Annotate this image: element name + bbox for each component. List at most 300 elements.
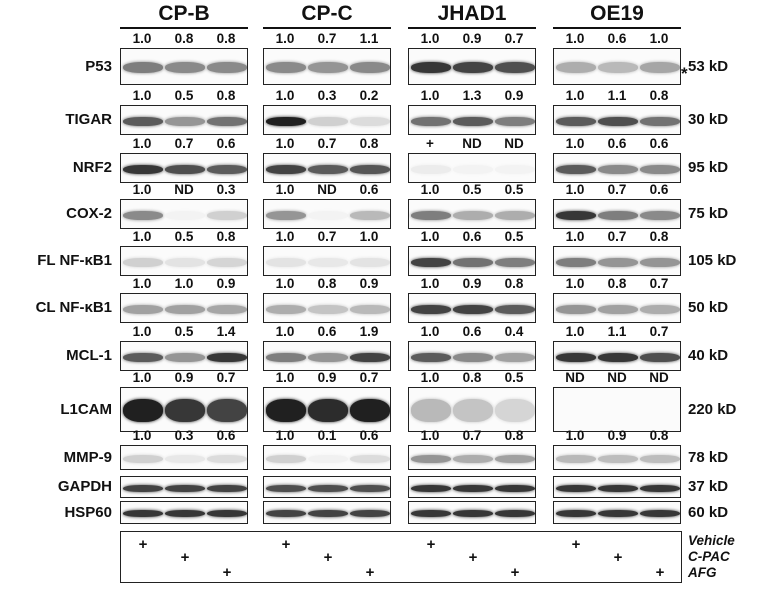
quantification-value: 1.0 — [359, 229, 379, 244]
cell-line-header: JHAD1 — [437, 2, 507, 25]
blot-panel — [408, 246, 536, 276]
molecular-weight-label: 50 kD — [688, 299, 729, 316]
quantification-value: 0.7 — [649, 276, 669, 291]
blot-panel — [408, 293, 536, 323]
protein-band — [350, 62, 390, 73]
quantification-value: 1.1 — [607, 324, 627, 339]
protein-band — [308, 485, 348, 492]
protein-band — [556, 117, 596, 126]
protein-band — [556, 455, 596, 463]
protein-band — [640, 455, 680, 463]
protein-band — [556, 353, 596, 362]
protein-band — [350, 510, 390, 517]
molecular-weight-label: 40 kD — [688, 347, 729, 364]
protein-label: NRF2 — [72, 159, 112, 176]
quantification-value: 1.0 — [275, 136, 295, 151]
blot-panel — [553, 199, 681, 229]
protein-band — [350, 117, 390, 126]
molecular-weight-label: 53 kD — [688, 57, 729, 75]
blot-panel — [553, 341, 681, 371]
quantification-value: 1.0 — [275, 324, 295, 339]
protein-band — [411, 258, 451, 267]
protein-band — [207, 455, 247, 463]
quantification-value: 0.6 — [359, 428, 379, 443]
quantification-value: 0.8 — [216, 88, 236, 103]
quantification-value: 0.9 — [216, 276, 236, 291]
protein-band — [308, 165, 348, 174]
blot-panel — [120, 341, 248, 371]
quantification-value: 1.0 — [565, 428, 585, 443]
protein-band — [598, 258, 638, 267]
blot-panel — [120, 387, 248, 432]
protein-band — [123, 117, 163, 126]
protein-band — [453, 211, 493, 220]
protein-band — [308, 353, 348, 362]
quantification-value: 1.0 — [420, 182, 440, 197]
protein-band — [123, 399, 163, 422]
protein-band — [266, 399, 306, 422]
quantification-value: 1.0 — [132, 88, 152, 103]
quantification-value: 1.0 — [420, 370, 440, 385]
protein-band — [495, 399, 535, 422]
quantification-value: 1.0 — [132, 31, 152, 46]
blot-panel — [553, 501, 681, 524]
treatment-label: C-PAC — [688, 549, 730, 564]
blot-panel — [553, 48, 681, 85]
protein-band — [123, 258, 163, 267]
quantification-value: 0.5 — [174, 229, 194, 244]
quantification-value: 0.5 — [462, 182, 482, 197]
protein-label: GAPDH — [57, 478, 112, 495]
treatment-plus: + — [468, 549, 478, 566]
blot-panel — [408, 48, 536, 85]
protein-label: P53 — [85, 57, 112, 75]
quantification-value: 1.4 — [216, 324, 236, 339]
treatment-plus: + — [510, 564, 520, 581]
quantification-value: 1.0 — [132, 324, 152, 339]
protein-band — [266, 305, 306, 314]
blot-panel — [120, 153, 248, 183]
protein-band — [266, 117, 306, 126]
blot-panel — [263, 445, 391, 470]
quantification-value: 0.7 — [359, 370, 379, 385]
quantification-value: 0.8 — [607, 276, 627, 291]
quantification-value: 0.7 — [504, 31, 524, 46]
protein-band — [495, 353, 535, 362]
quantification-value: 1.0 — [275, 229, 295, 244]
quantification-value: 0.6 — [649, 182, 669, 197]
treatment-plus: + — [365, 564, 375, 581]
quantification-value: 1.0 — [275, 370, 295, 385]
blot-panel — [120, 246, 248, 276]
quantification-value: 0.8 — [317, 276, 337, 291]
protein-band — [165, 305, 205, 314]
protein-band — [165, 455, 205, 463]
blot-panel — [553, 476, 681, 498]
blot-panel — [553, 153, 681, 183]
quantification-value: 0.8 — [174, 31, 194, 46]
protein-band — [411, 211, 451, 220]
blot-panel — [408, 199, 536, 229]
blot-panel — [263, 341, 391, 371]
quantification-value: 0.8 — [649, 88, 669, 103]
quantification-value: 0.1 — [317, 428, 337, 443]
quantification-value: 0.3 — [216, 182, 236, 197]
molecular-weight-label: 220 kD — [688, 400, 737, 418]
quantification-value: 1.0 — [420, 31, 440, 46]
protein-band — [598, 117, 638, 126]
blot-panel — [263, 246, 391, 276]
treatment-label: Vehicle — [688, 533, 735, 548]
quantification-value: 1.0 — [565, 182, 585, 197]
treatment-plus: + — [281, 536, 291, 553]
quantification-value: 1.0 — [565, 229, 585, 244]
protein-band — [411, 117, 451, 126]
protein-band — [640, 62, 680, 73]
quantification-value: 1.0 — [132, 370, 152, 385]
quantification-value: 1.0 — [565, 136, 585, 151]
treatment-plus: + — [571, 536, 581, 553]
protein-band — [123, 510, 163, 517]
protein-band — [556, 165, 596, 174]
quantification-value: 1.0 — [649, 31, 669, 46]
treatment-plus: + — [138, 536, 148, 553]
protein-band — [598, 305, 638, 314]
quantification-value: 0.4 — [504, 324, 524, 339]
protein-band — [598, 165, 638, 174]
protein-band — [266, 510, 306, 517]
protein-band — [598, 211, 638, 220]
protein-label: TIGAR — [65, 111, 112, 128]
quantification-value: 1.0 — [420, 88, 440, 103]
protein-band — [350, 485, 390, 492]
protein-band — [350, 305, 390, 314]
protein-band — [453, 399, 493, 422]
blot-panel — [120, 445, 248, 470]
protein-band — [640, 485, 680, 492]
protein-band — [495, 455, 535, 463]
blot-panel — [120, 476, 248, 498]
protein-band — [411, 399, 451, 422]
protein-band — [266, 353, 306, 362]
protein-band — [598, 510, 638, 517]
protein-band — [207, 399, 247, 422]
quantification-value: ND — [462, 136, 482, 151]
protein-band — [308, 510, 348, 517]
cell-line-underline — [553, 27, 681, 29]
quantification-value: 0.5 — [504, 182, 524, 197]
quantification-value: 1.0 — [420, 428, 440, 443]
quantification-value: 1.0 — [132, 136, 152, 151]
quantification-value: 0.7 — [174, 136, 194, 151]
protein-band — [123, 455, 163, 463]
quantification-value: 1.0 — [275, 31, 295, 46]
protein-band — [640, 165, 680, 174]
protein-band — [598, 62, 638, 73]
quantification-value: 1.0 — [565, 276, 585, 291]
protein-band — [165, 211, 205, 220]
quantification-value: 0.8 — [359, 136, 379, 151]
protein-band — [123, 305, 163, 314]
quantification-value: ND — [504, 136, 524, 151]
treatment-plus: + — [426, 536, 436, 553]
molecular-weight-label: 95 kD — [688, 159, 729, 176]
quantification-value: 0.6 — [359, 182, 379, 197]
treatment-plus: + — [222, 564, 232, 581]
protein-band — [556, 258, 596, 267]
molecular-weight-label: 37 kD — [688, 478, 729, 495]
protein-band — [598, 353, 638, 362]
blot-panel — [553, 387, 681, 432]
blot-panel — [120, 105, 248, 135]
cell-line-underline — [263, 27, 391, 29]
cell-line-header: CP-B — [158, 2, 210, 25]
protein-band — [495, 510, 535, 517]
quantification-value: 1.0 — [275, 88, 295, 103]
protein-band — [453, 165, 493, 174]
protein-band — [165, 510, 205, 517]
protein-band — [556, 211, 596, 220]
protein-band — [266, 485, 306, 492]
quantification-value: 0.9 — [607, 428, 627, 443]
protein-band — [207, 211, 247, 220]
protein-band — [453, 455, 493, 463]
protein-band — [123, 62, 163, 73]
protein-band — [453, 117, 493, 126]
quantification-value: 0.6 — [607, 136, 627, 151]
protein-band — [266, 165, 306, 174]
protein-label: CL NF-κB1 — [35, 299, 112, 316]
protein-band — [495, 211, 535, 220]
blot-panel — [263, 293, 391, 323]
protein-band — [350, 258, 390, 267]
protein-band — [495, 258, 535, 267]
protein-band — [123, 353, 163, 362]
blot-panel — [263, 48, 391, 85]
quantification-value: 0.7 — [607, 182, 627, 197]
blot-panel — [408, 501, 536, 524]
protein-band — [640, 305, 680, 314]
protein-band — [165, 485, 205, 492]
quantification-value: 0.7 — [317, 31, 337, 46]
protein-band — [453, 305, 493, 314]
quantification-value: ND — [607, 370, 627, 385]
protein-band — [640, 211, 680, 220]
protein-band — [207, 117, 247, 126]
quantification-value: 1.0 — [174, 276, 194, 291]
blot-panel — [263, 387, 391, 432]
blot-panel — [408, 387, 536, 432]
protein-band — [556, 510, 596, 517]
protein-band — [308, 305, 348, 314]
quantification-value: 1.0 — [275, 428, 295, 443]
protein-band — [453, 62, 493, 73]
quantification-value: 0.7 — [216, 370, 236, 385]
quantification-value: 0.8 — [649, 229, 669, 244]
blot-panel — [553, 105, 681, 135]
treatment-plus: + — [613, 549, 623, 566]
protein-label: L1CAM — [60, 400, 112, 418]
blot-panel — [553, 246, 681, 276]
quantification-value: 0.9 — [462, 31, 482, 46]
protein-band — [165, 62, 205, 73]
p53-marker: * — [681, 64, 688, 83]
protein-band — [411, 455, 451, 463]
quantification-value: 0.6 — [317, 324, 337, 339]
quantification-value: 0.6 — [649, 136, 669, 151]
blot-panel — [120, 293, 248, 323]
quantification-value: 0.6 — [216, 136, 236, 151]
quantification-value: 0.9 — [317, 370, 337, 385]
quantification-value: 0.9 — [504, 88, 524, 103]
quantification-value: 0.6 — [462, 229, 482, 244]
quantification-value: 0.6 — [607, 31, 627, 46]
molecular-weight-label: 105 kD — [688, 252, 737, 269]
protein-band — [207, 62, 247, 73]
quantification-value: ND — [317, 182, 337, 197]
treatment-plus: + — [323, 549, 333, 566]
protein-band — [495, 165, 535, 174]
treatment-label: AFG — [688, 565, 717, 580]
protein-band — [123, 211, 163, 220]
protein-band — [640, 510, 680, 517]
quantification-value: + — [426, 136, 434, 151]
blot-panel — [263, 501, 391, 524]
blot-panel — [263, 105, 391, 135]
protein-band — [556, 62, 596, 73]
protein-band — [453, 258, 493, 267]
molecular-weight-label: 60 kD — [688, 503, 729, 521]
protein-band — [453, 485, 493, 492]
quantification-value: 0.7 — [317, 229, 337, 244]
protein-band — [308, 117, 348, 126]
protein-band — [207, 353, 247, 362]
quantification-value: 0.8 — [216, 229, 236, 244]
protein-band — [165, 258, 205, 267]
quantification-value: 1.1 — [607, 88, 627, 103]
cell-line-underline — [120, 27, 248, 29]
quantification-value: 1.0 — [132, 182, 152, 197]
blot-panel — [408, 476, 536, 498]
quantification-value: 0.8 — [216, 31, 236, 46]
protein-band — [308, 62, 348, 73]
blot-panel — [263, 476, 391, 498]
protein-label: FL NF-κB1 — [37, 252, 112, 269]
protein-band — [411, 485, 451, 492]
molecular-weight-label: 75 kD — [688, 205, 729, 222]
protein-band — [165, 353, 205, 362]
protein-band — [598, 455, 638, 463]
protein-band — [495, 485, 535, 492]
protein-band — [411, 353, 451, 362]
treatment-box — [120, 531, 682, 583]
quantification-value: 0.9 — [359, 276, 379, 291]
quantification-value: 0.9 — [462, 276, 482, 291]
blot-panel — [263, 199, 391, 229]
protein-band — [640, 353, 680, 362]
quantification-value: 1.0 — [132, 428, 152, 443]
protein-band — [495, 117, 535, 126]
quantification-value: 1.0 — [565, 88, 585, 103]
quantification-value: 0.8 — [504, 276, 524, 291]
quantification-value: 0.9 — [174, 370, 194, 385]
protein-band — [411, 62, 451, 73]
protein-band — [308, 258, 348, 267]
protein-band — [556, 485, 596, 492]
protein-band — [207, 510, 247, 517]
protein-band — [640, 117, 680, 126]
protein-band — [411, 305, 451, 314]
blot-panel — [263, 153, 391, 183]
protein-band — [350, 399, 390, 422]
blot-panel — [553, 445, 681, 470]
protein-label: MMP-9 — [63, 448, 112, 466]
protein-band — [207, 485, 247, 492]
quantification-value: 0.5 — [174, 324, 194, 339]
protein-band — [165, 399, 205, 422]
quantification-value: 0.5 — [504, 229, 524, 244]
protein-band — [556, 305, 596, 314]
quantification-value: ND — [649, 370, 669, 385]
protein-band — [308, 399, 348, 422]
cell-line-underline — [408, 27, 536, 29]
blot-panel — [408, 105, 536, 135]
protein-band — [640, 258, 680, 267]
protein-label: HSP60 — [64, 503, 112, 521]
protein-band — [123, 165, 163, 174]
protein-band — [350, 165, 390, 174]
quantification-value: 0.3 — [174, 428, 194, 443]
protein-band — [453, 353, 493, 362]
quantification-value: 1.0 — [565, 31, 585, 46]
quantification-value: 1.0 — [420, 229, 440, 244]
quantification-value: 1.0 — [132, 229, 152, 244]
quantification-value: 0.7 — [607, 229, 627, 244]
treatment-plus: + — [180, 549, 190, 566]
blot-panel — [120, 48, 248, 85]
cell-line-header: OE19 — [590, 2, 644, 25]
blot-panel — [408, 341, 536, 371]
cell-line-header: CP-C — [301, 2, 353, 25]
protein-band — [165, 165, 205, 174]
quantification-value: 0.7 — [462, 428, 482, 443]
protein-band — [266, 211, 306, 220]
quantification-value: 0.6 — [216, 428, 236, 443]
treatment-plus: + — [655, 564, 665, 581]
blot-panel — [120, 199, 248, 229]
protein-band — [350, 211, 390, 220]
molecular-weight-label: 30 kD — [688, 111, 729, 128]
quantification-value: 0.5 — [174, 88, 194, 103]
quantification-value: 1.0 — [132, 276, 152, 291]
protein-band — [165, 117, 205, 126]
quantification-value: 1.0 — [420, 324, 440, 339]
quantification-value: 0.5 — [504, 370, 524, 385]
quantification-value: 0.3 — [317, 88, 337, 103]
quantification-value: 1.3 — [462, 88, 482, 103]
quantification-value: 1.1 — [359, 31, 379, 46]
protein-band — [411, 165, 451, 174]
quantification-value: 0.8 — [462, 370, 482, 385]
protein-band — [207, 258, 247, 267]
quantification-value: 1.0 — [275, 276, 295, 291]
quantification-value: 1.0 — [565, 324, 585, 339]
protein-band — [495, 62, 535, 73]
quantification-value: ND — [565, 370, 585, 385]
quantification-value: 0.6 — [462, 324, 482, 339]
blot-panel — [120, 501, 248, 524]
quantification-value: 0.8 — [649, 428, 669, 443]
